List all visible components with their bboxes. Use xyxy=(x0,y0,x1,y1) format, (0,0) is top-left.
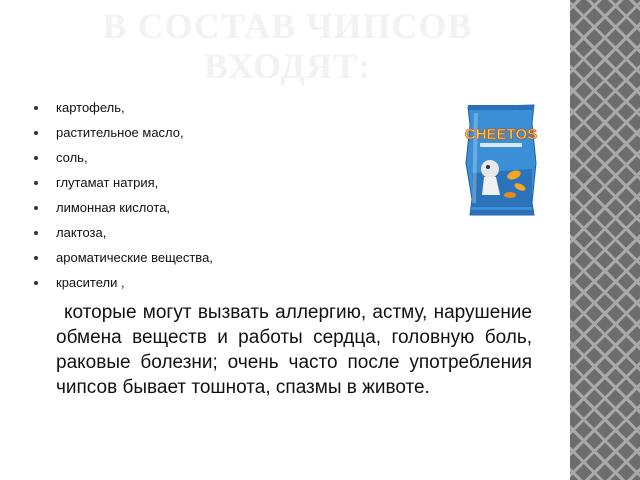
chips-brand-logo: CHEETOS xyxy=(464,126,538,143)
ingredient-list xyxy=(32,100,213,300)
ingredient-item: лимонная кислота, xyxy=(32,200,213,216)
ingredient-item: ароматические вещества, xyxy=(32,250,213,266)
decorative-pattern-strip xyxy=(570,0,640,480)
ingredient-item: лактоза, xyxy=(32,225,213,241)
ingredient-item: глутамат натрия, xyxy=(32,175,213,191)
ingredient-item: красители , xyxy=(32,275,213,291)
slide-title: В СОСТАВ ЧИПСОВ ВХОДЯТ: xyxy=(102,6,473,86)
chips-bag-image xyxy=(462,103,540,217)
ingredient-item: соль, xyxy=(32,150,213,166)
ingredient-item: растительное масло, xyxy=(32,125,213,141)
health-effects-paragraph: которые могут вызвать аллергию, астму, нарушение обмена веществ и работы сердца, головную боль, раковые болезни; очень часто после употребления чипсов бывает тошнота, спазмы в животе. xyxy=(56,302,532,398)
ingredient-item: картофель, xyxy=(32,100,213,116)
